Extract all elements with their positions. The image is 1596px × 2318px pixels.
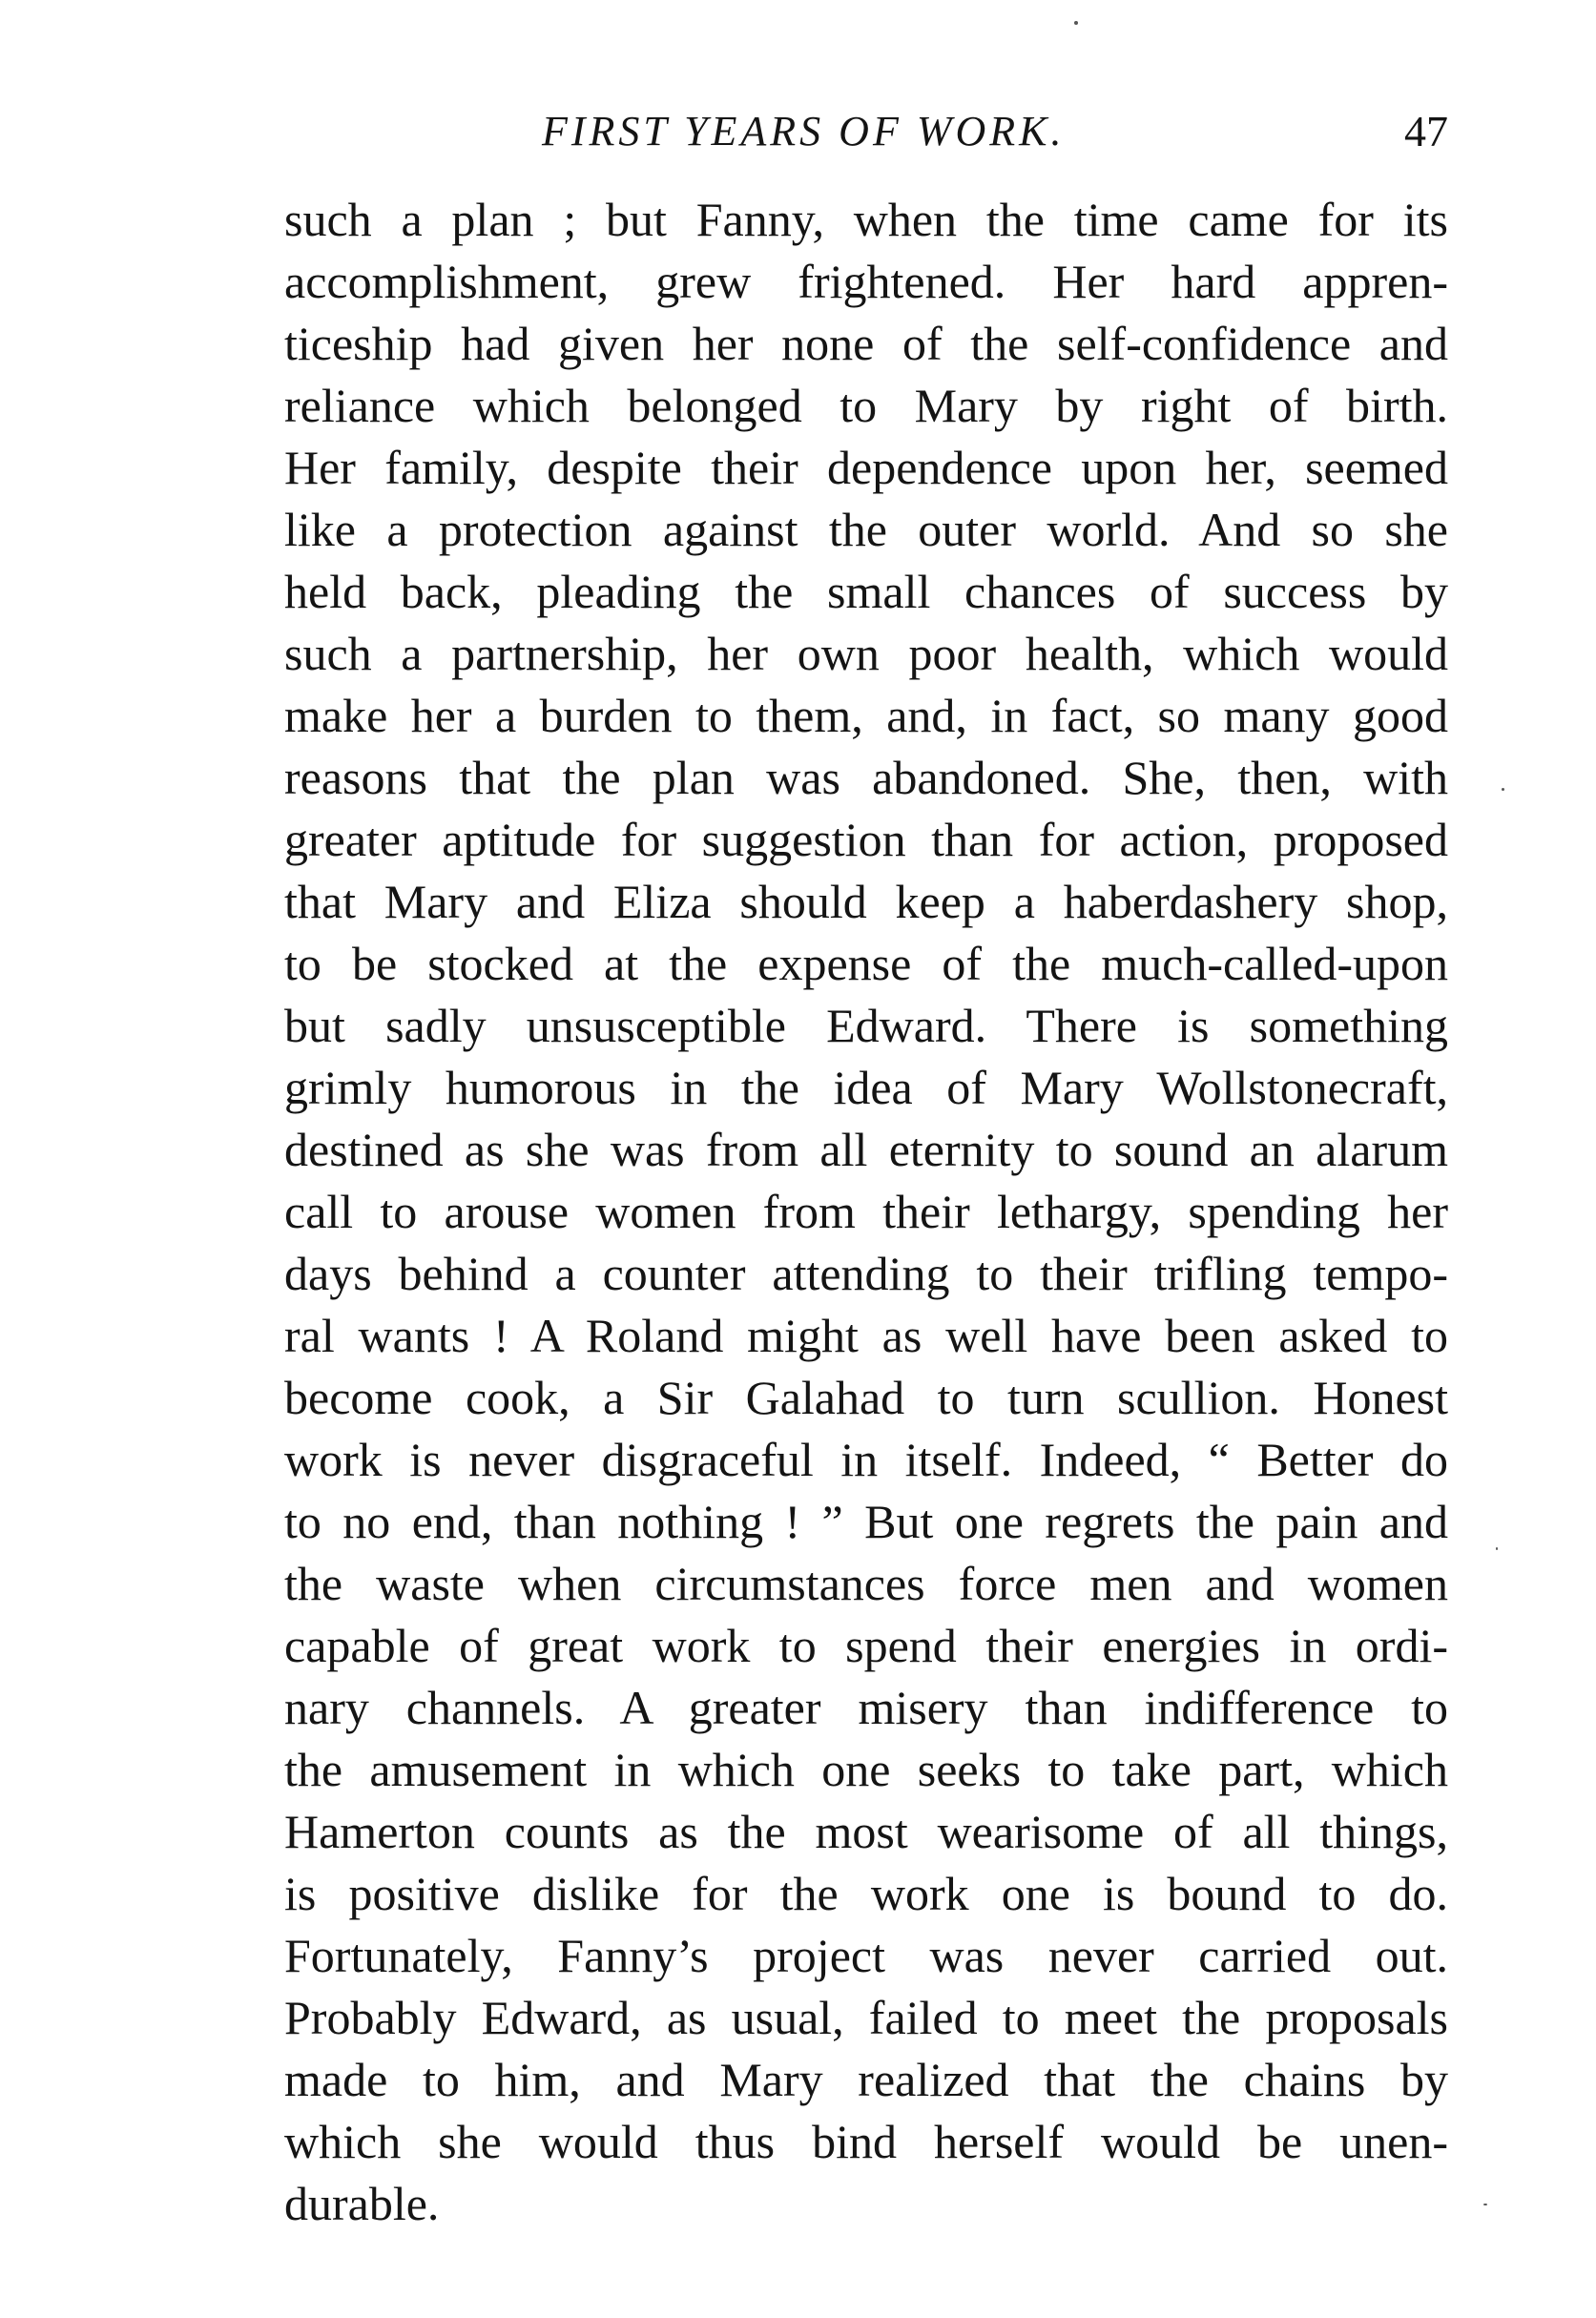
scan-speck bbox=[1502, 788, 1504, 791]
text-line: to be stocked at the expense of the much-called-upon bbox=[284, 937, 1448, 990]
text-line: to no end, than nothing ! ” But one regrets the pain and bbox=[284, 1495, 1448, 1548]
text-line: make her a burden to them, and, in fact, so many good bbox=[284, 689, 1448, 742]
text-line: become cook, a Sir Galahad to turn scullion. Honest bbox=[284, 1371, 1448, 1424]
text-line: which she would thus bind herself would be unen- bbox=[284, 2115, 1448, 2168]
text-line: made to him, and Mary realized that the chains by bbox=[284, 2053, 1448, 2106]
text-line: reliance which belonged to Mary by right of birth. bbox=[284, 379, 1448, 432]
body-text bbox=[284, 189, 1448, 2235]
text-line: that Mary and Eliza should keep a haberdashery shop, bbox=[284, 875, 1448, 928]
text-line: reasons that the plan was abandoned. She, then, with bbox=[284, 751, 1448, 804]
page-number: 47 bbox=[1404, 107, 1448, 155]
running-title: FIRST YEARS OF WORK. bbox=[542, 108, 1066, 155]
text-line: durable. bbox=[284, 2177, 440, 2230]
text-line: Her family, despite their dependence upon her, seemed bbox=[284, 441, 1448, 494]
scan-speck bbox=[1496, 1547, 1498, 1550]
text-line: is positive dislike for the work one is bound to do. bbox=[284, 1867, 1448, 1920]
scan-speck bbox=[1483, 2204, 1487, 2205]
text-line: but sadly unsusceptible Edward. There is something bbox=[284, 999, 1448, 1052]
text-line: grimly humorous in the idea of Mary Wollstonecraft, bbox=[284, 1061, 1448, 1114]
text-line: ticeship had given her none of the self-confidence and bbox=[284, 317, 1448, 370]
text-line: held back, pleading the small chances of success by bbox=[284, 565, 1448, 618]
text-line: such a plan ; but Fanny, when the time came for its bbox=[284, 193, 1448, 246]
text-line: days behind a counter attending to their trifling tempo- bbox=[284, 1247, 1448, 1300]
text-line: ral wants ! A Roland might as well have been asked to bbox=[284, 1309, 1448, 1362]
text-line: the amusement in which one seeks to take part, which bbox=[284, 1743, 1448, 1796]
text-line: accomplishment, grew frightened. Her hard appren- bbox=[284, 255, 1448, 308]
text-line: nary channels. A greater misery than indifference to bbox=[284, 1681, 1448, 1734]
text-line: work is never disgraceful in itself. Indeed, “ Better do bbox=[284, 1433, 1448, 1486]
text-line: like a protection against the outer world. And so she bbox=[284, 503, 1448, 556]
text-line: Fortunately, Fanny’s project was never carried out. bbox=[284, 1929, 1448, 1982]
text-line: such a partnership, her own poor health, which would bbox=[284, 627, 1448, 680]
text-line: capable of great work to spend their energies in ordi- bbox=[284, 1619, 1448, 1672]
text-line: destined as she was from all eternity to sound an alarum bbox=[284, 1123, 1448, 1176]
text-line: greater aptitude for suggestion than for action, proposed bbox=[284, 813, 1448, 866]
scan-speck bbox=[1074, 21, 1078, 25]
text-line: the waste when circumstances force men and women bbox=[284, 1557, 1448, 1610]
running-head bbox=[284, 93, 1448, 170]
text-line: Probably Edward, as usual, failed to meet the proposals bbox=[284, 1991, 1448, 2044]
text-line: Hamerton counts as the most wearisome of all things, bbox=[284, 1805, 1448, 1858]
text-line: call to arouse women from their lethargy, spending her bbox=[284, 1185, 1448, 1238]
